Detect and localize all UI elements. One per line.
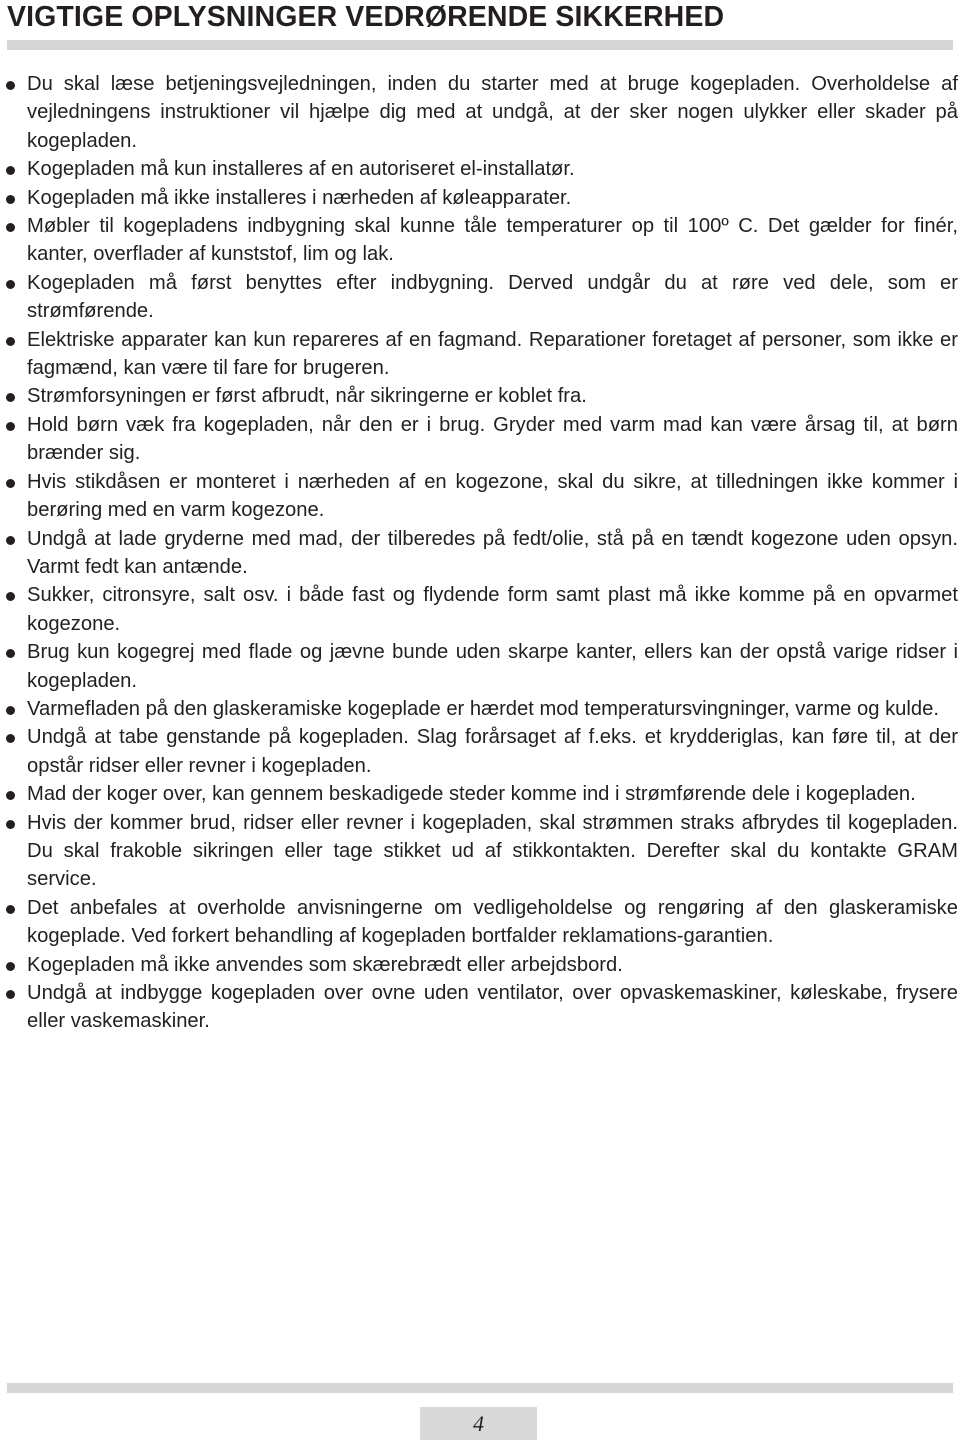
item-text: Kogepladen må ikke anvendes som skærebrædt eller arbejdsbord. — [27, 953, 623, 976]
page-title: VIGTIGE OPLYSNINGER VEDRØRENDE SIKKERHED — [7, 1, 725, 33]
item-text: Undgå at indbygge kogepladen over ovne uden ventilator, over opvaskemaskiner, køleskabe, frysere eller vaskemaskiner. — [27, 982, 958, 1033]
bullet-icon — [6, 905, 15, 914]
item-text: Mad der koger over, kan gennem beskadigede steder komme ind i strømførende dele i kogepladen. — [27, 783, 916, 806]
list-item — [4, 326, 958, 383]
bullet-icon — [6, 195, 15, 204]
bullet-icon — [6, 734, 15, 743]
footer-divider — [7, 1383, 953, 1393]
list-item — [4, 212, 958, 269]
bullet-icon — [6, 479, 15, 488]
list-item — [4, 184, 958, 212]
bullet-icon — [6, 990, 15, 999]
page-number-box — [420, 1407, 537, 1440]
item-text: Varmefladen på den glaskeramiske kogeplade er hærdet mod temperatursvingninger, varme og kulde. — [27, 697, 939, 720]
bullet-icon — [6, 393, 15, 402]
list-item — [4, 723, 958, 780]
list-item — [4, 382, 958, 410]
bullet-icon — [6, 791, 15, 800]
bullet-icon — [6, 649, 15, 658]
item-text: Du skal læse betjeningsvejledningen, inden du starter med at bruge kogepladen. Overholdelse af vejledningens instruktioner vil hjælpe dig med at undgå, at der sker nogen ulykker eller skader på kogepladen. — [27, 73, 958, 152]
item-text: Kogepladen må først benyttes efter indbygning. Derved undgår du at røre ved dele, som er strømførende. — [27, 271, 958, 323]
item-text: Brug kun kogegrej med flade og jævne bunde uden skarpe kanter, ellers kan der opstå varige ridser i kogepladen. — [27, 641, 958, 692]
list-item — [4, 951, 958, 979]
item-text: Undgå at lade gryderne med mad, der tilberedes på fedt/olie, stå på en tændt kogezone uden opsyn. Varmt fedt kan antænde. — [27, 527, 958, 578]
item-text: Hold børn væk fra kogepladen, når den er i brug. Gryder med varm mad kan være årsag til, at børn brænder sig. — [27, 413, 958, 465]
safety-list — [4, 70, 958, 1036]
bullet-icon — [6, 706, 15, 715]
bullet-icon — [6, 223, 15, 232]
bullet-icon — [6, 280, 15, 289]
list-item — [4, 695, 958, 723]
list-item — [4, 809, 958, 894]
item-text: Det anbefales at overholde anvisningerne om vedligeholdelse og rengøring af den glaskeramiske kogeplade. Ved forkert behandling af kogepladen bortfalder reklamations-garantien. — [27, 896, 958, 948]
list-item — [4, 780, 958, 808]
list-item — [4, 894, 958, 951]
list-item — [4, 468, 958, 525]
item-text: Kogepladen må kun installeres af en autoriseret el-installatør. — [27, 158, 575, 181]
bullet-icon — [6, 592, 15, 601]
item-text: Elektriske apparater kan kun repareres af en fagmand. Reparationer foretaget af personer, som ikke er fagmænd, kan være til fare for brugeren. — [27, 328, 958, 380]
list-item — [4, 979, 958, 1036]
list-item — [4, 638, 958, 695]
list-item — [4, 411, 958, 468]
bullet-icon — [6, 820, 15, 829]
bullet-icon — [6, 81, 15, 90]
bullet-icon — [6, 166, 15, 175]
list-item — [4, 581, 958, 638]
page-number: 4 — [473, 1411, 484, 1436]
item-text: Møbler til kogepladens indbygning skal kunne tåle temperaturer op til 100º C. Det gælder for finér, kanter, overflader af kunststof, lim og lak. — [27, 215, 958, 266]
bullet-icon — [6, 422, 15, 431]
list-item — [4, 155, 958, 183]
item-text: Hvis der kommer brud, ridser eller revner i kogepladen, skal strømmen straks afbrydes til kogepladen. Du skal frakoble sikringen eller tage stikket ud af stikkontakten. Derefter skal du kontakte GRAM service. — [27, 811, 958, 891]
item-text: Sukker, citronsyre, salt osv. i både fast og flydende form samt plast må ikke komme på en opvarmet kogezone. — [27, 584, 958, 635]
item-text: Hvis stikdåsen er monteret i nærheden af en kogezone, skal du sikre, at tilledningen ikke kommer i berøring med en varm kogezone. — [27, 470, 958, 522]
bullet-icon — [6, 337, 15, 346]
list-item — [4, 269, 958, 326]
item-text: Kogepladen må ikke installeres i nærheden af køleapparater. — [27, 186, 572, 209]
list-item — [4, 525, 958, 582]
list-item — [4, 70, 958, 155]
item-text: Strømforsyningen er først afbrudt, når sikringerne er koblet fra. — [27, 385, 587, 408]
bullet-icon — [6, 962, 15, 971]
header-divider — [7, 40, 953, 50]
bullet-icon — [6, 536, 15, 545]
item-text: Undgå at tabe genstande på kogepladen. Slag forårsaget af f.eks. et krydderiglas, kan føre til, at der opstår ridser eller revner i kogepladen. — [27, 726, 958, 777]
